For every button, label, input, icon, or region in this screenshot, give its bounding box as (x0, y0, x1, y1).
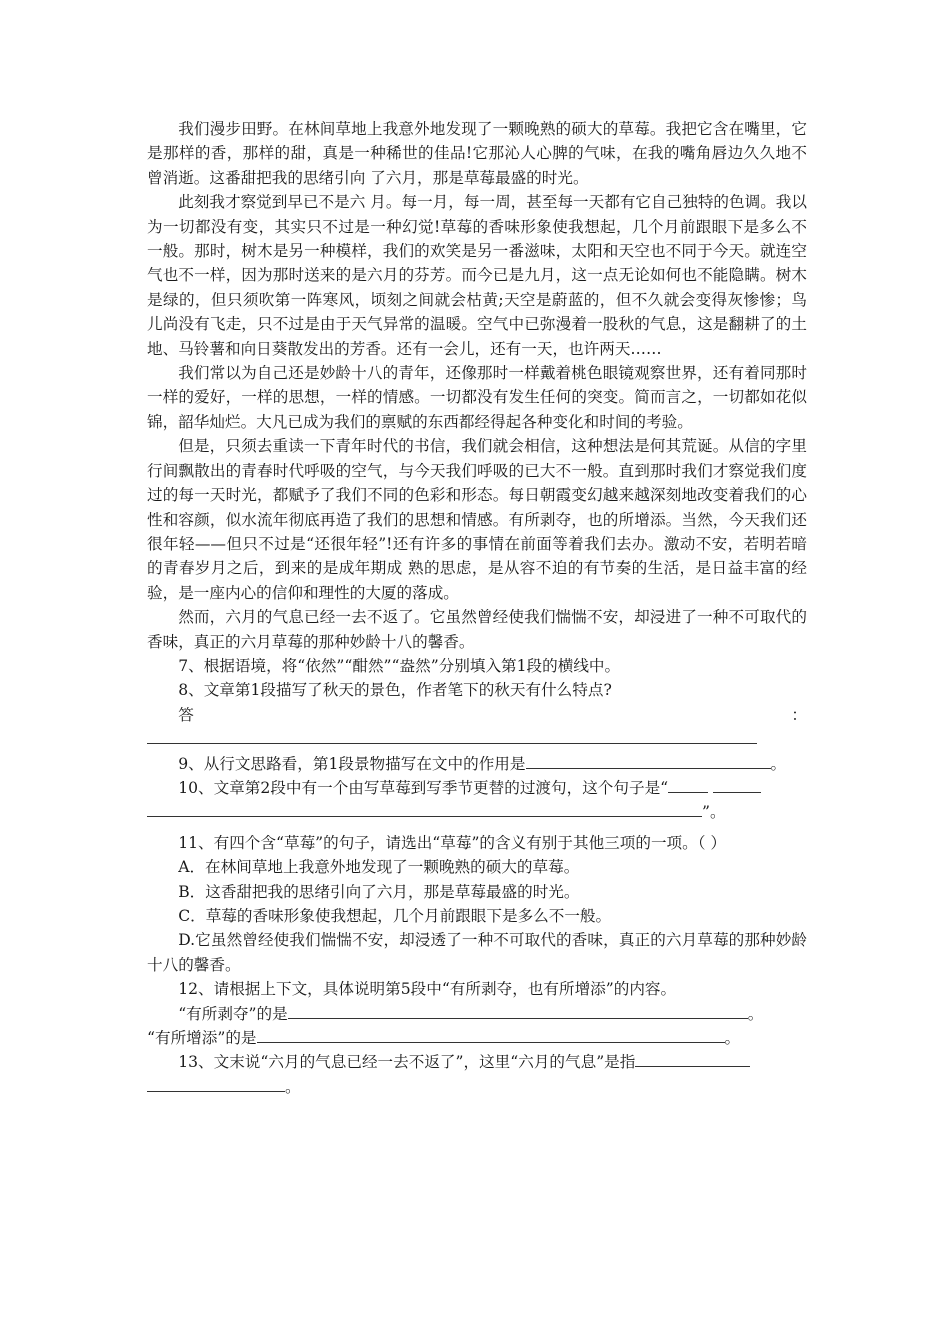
question-10-text: 10、文章第2段中有一个由写草莓到写季节更替的过渡句，这个句子是“ (178, 778, 669, 797)
question-10-continued (147, 800, 807, 824)
question-11: 11、有四个含“草莓”的句子，请选出“草莓”的含义有别于其他三项的一项。（ ） (178, 833, 727, 852)
question-13-continued (147, 1075, 807, 1099)
question-10-end: ”。 (702, 803, 726, 822)
question-12-b (147, 1026, 807, 1050)
question-13-text: 13、文末说“六月的气息已经一去不返了”，这里“六月的气息”是指 (178, 1053, 636, 1072)
passage-paragraph-2: 此刻我才察觉到早已不是六 月。每一月，每一周，甚至每一天都有它自己独特的色调。我以为一切都没有变，其实只不过是一种幻觉!草莓的香味形象使我想起，几个月前跟眼下是多么不一般。那时，树木是另一种模样，我们的欢笑是另一番滋味，太阳和天空也不同于今天。就连空气也不一样，因为那时送来的是六月的芬芳。而今已是九月，这一点无论如何也不能隐瞒。树木是绿的，但只须吹第一阵寒风，顷刻之间就会枯黄;天空是蔚蓝的，但不久就会变得灰惨惨；鸟儿尚没有飞走，只不过是由于天气异常的温暖。空气中已弥漫着一股秋的气息，这是翻耕了的土地、马铃薯和向日葵散发出的芳香。还有一会儿，还有一天，也许两天…… (147, 193, 807, 358)
option-d: D.它虽然曾经使我们惴惴不安，却浸透了一种不可取代的香味，真正的六月草莓的那种妙龄十八的馨香。 (147, 931, 807, 974)
question-12: 12、请根据上下文，具体说明第5段中“有所剥夺，也有所增添”的内容。 (178, 980, 677, 999)
answer-blank-10b[interactable] (713, 777, 761, 793)
option-b: B．这香甜把我的思绪引向了六月，那是草莓最盛的时光。 (178, 882, 580, 901)
question-12-b-end: 。 (724, 1029, 741, 1048)
question-9 (147, 752, 807, 776)
question-8: 8、文章第1段描写了秋天的景色，作者笔下的秋天有什么特点? (178, 681, 612, 700)
question-12-b-label: “有所增添”的是 (147, 1029, 257, 1048)
option-a: A．在林间草地上我意外地发现了一颗晚熟的硕大的草莓。 (178, 858, 580, 877)
question-9-text: 9、从行文思路看，第1段景物描写在文中的作用是 (178, 754, 526, 773)
question-12-a (147, 1002, 807, 1026)
answer-blank-12a[interactable] (288, 1003, 748, 1019)
question-7: 7、根据语境，将“依然”“酣然”“盎然”分别填入第1段的横线中。 (178, 656, 621, 675)
passage-paragraph-5: 然而，六月的气息已经一去不返了。它虽然曾经使我们惴惴不安，却浸进了一种不可取代的香味，真正的六月草莓的那种妙龄十八的馨香。 (147, 608, 807, 651)
question-8-answer-row (147, 703, 807, 752)
question-12-a-end: 。 (747, 1004, 764, 1023)
answer-blank-13a[interactable] (635, 1051, 750, 1067)
exam-page (147, 117, 807, 1099)
option-c: C．草莓的香味形象使我想起，几个月前跟眼下是多么不一般。 (178, 907, 612, 925)
passage-paragraph-4: 但是，只须去重读一下青年时代的书信，我们就会相信，这种想法是何其荒诞。从信的字里行间飘散出的青春时代呼吸的空气，与今天我们呼吸的已大不一般。直到那时我们才察觉我们度过的每一天时光，都赋予了我们不同的色彩和形态。每日朝霞变幻越来越深刻地改变着我们的心性和容颜，似水流年彻底再造了我们的思想和情感。有所剥夺，也的所增添。当然，今天我们还很年轻——但只不过是“还很年轻”!还有许多的事情在前面等着我们去办。激动不安，若明若暗的青春岁月之后，到来的是成年期成 熟的思虑，是从容不迫的有节奏的生活，是日益丰富的经验，是一座内心的信仰和理性的大厦的落成。 (147, 437, 807, 602)
passage-paragraph-1: 我们漫步田野。在林间草地上我意外地发现了一颗晚熟的硕大的草莓。我把它含在嘴里，它是那样的香，那样的甜，真是一种稀世的佳品!它那沁人心脾的气味，在我的嘴角唇边久久地不曾消逝。这番甜把我的思绪引向 了六月，那是草莓最盛的时光。 (147, 120, 807, 187)
question-12-a-label: “有所剥夺”的是 (178, 1004, 288, 1023)
answer-blank-9[interactable] (526, 753, 771, 769)
question-9-end: 。 (770, 754, 787, 773)
question-13-end: 。 (285, 1077, 301, 1096)
answer-label: 答： (178, 705, 807, 724)
answer-blank-12b[interactable] (257, 1027, 725, 1043)
answer-blank-13b[interactable] (147, 1076, 285, 1092)
answer-blank-10a[interactable] (668, 777, 708, 793)
answer-blank-8[interactable] (147, 728, 757, 744)
passage-paragraph-3: 我们常以为自己还是妙龄十八的青年，还像那时一样戴着桃色眼镜观察世界，还有着同那时一样的爱好，一样的思想，一样的情感。一切都没有发生任何的突变。简而言之，一切都如花似锦，韶华灿烂。大凡已成为我们的禀赋的东西都经得起各种变化和时间的考验。 (147, 364, 807, 431)
answer-blank-10c[interactable] (147, 801, 702, 817)
question-13 (147, 1050, 807, 1074)
question-10 (147, 776, 807, 800)
